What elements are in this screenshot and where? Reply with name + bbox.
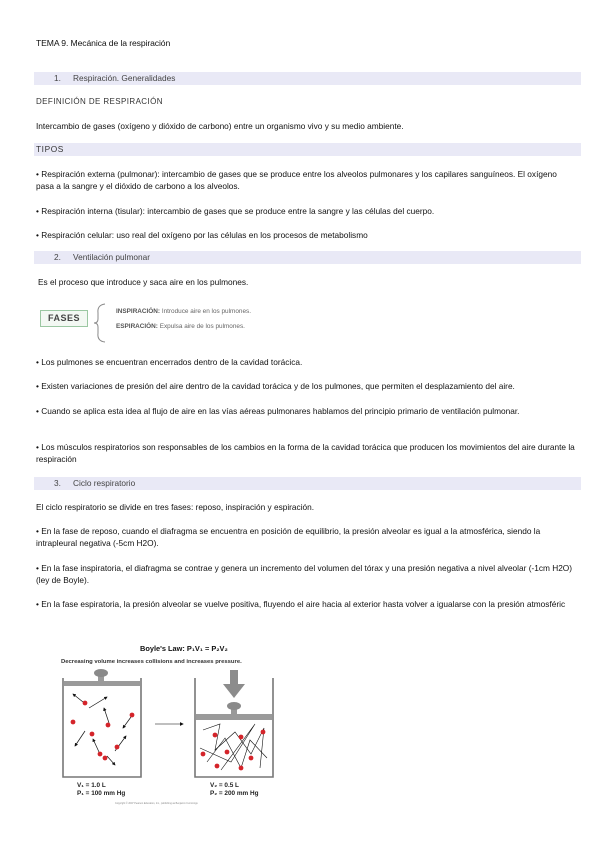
section-label: Respiración. Generalidades: [73, 73, 176, 83]
section-number: 1.: [54, 73, 61, 83]
tipo-interna: • Respiración interna (tisular): intercambio de gases que se produce entre la sangre y las células del cuerpo.: [36, 206, 435, 216]
tipos-band: [34, 143, 581, 156]
right-pressure: P₂ = 200 mm Hg: [210, 790, 259, 797]
ventilacion-bullet-2: • Existen variaciones de presión del aire dentro de la cavidad torácica y de los pulmones, que permiten el desplazamiento del aire.: [36, 381, 515, 391]
section-label: Ciclo respiratorio: [73, 478, 136, 488]
definicion-heading: DEFINICIÓN DE RESPIRACIÓN: [36, 97, 163, 106]
fases-inspiracion: [116, 308, 251, 315]
tipos-heading: TIPOS: [36, 144, 64, 154]
brace-icon: [92, 303, 108, 343]
ciclo-intro: El ciclo respiratorio se divide en tres fases: reposo, inspiración y espiración.: [36, 502, 315, 512]
ventilacion-bullet-3: • Cuando se aplica esta idea al flujo de aire en las vías aéreas pulmonares hablamos del principio primario de ventilación pulmonar.: [36, 406, 520, 416]
fases-box: FASES: [40, 310, 88, 327]
ventilacion-bullet-1: • Los pulmones se encuentran encerrados dentro de la cavidad torácica.: [36, 357, 303, 367]
tipo-celular: • Respiración celular: uso real del oxígeno por las células en los procesos de metabolismo: [36, 230, 368, 240]
inspiracion-label: INSPIRACIÓN:: [116, 308, 161, 315]
section-number: 2.: [54, 252, 61, 262]
left-cylinder: [63, 669, 141, 777]
particles-left: [71, 701, 135, 761]
right-volume: V₂ = 0.5 L: [210, 782, 239, 789]
section-number: 3.: [54, 478, 61, 488]
ciclo-bullet-3: • En la fase espiratoria, la presión alveolar se vuelve positiva, fluyendo el aire hacia al exterior hasta volver a igualarse con la presión atmosféric: [36, 599, 566, 609]
left-pressure: P₁ = 100 mm Hg: [77, 790, 126, 797]
page-title: TEMA 9. Mecánica de la respiración: [36, 38, 171, 48]
section-label: Ventilación pulmonar: [73, 252, 151, 262]
particles-right: [201, 730, 266, 771]
ciclo-bullet-1: • En la fase de reposo, cuando el diafragma se encuentra en posición de equilibrio, la presión alveolar es igual a la atmosférica, siendo la intrapleural negativa (-5cm H2O).: [36, 526, 541, 548]
espiracion-text: Expulsa aire de los pulmones.: [159, 323, 245, 330]
section-band-1: [34, 72, 581, 85]
inspiracion-text: Introduce aire en los pulmones.: [161, 308, 251, 315]
tipo-externa: • Respiración externa (pulmonar): intercambio de gases que se produce entre los alveolos pulmonares y los capilares sanguíneos. El oxígeno pasa a la sangre y el dióxido de carbono a los alveolos.: [36, 169, 557, 191]
boyles-law-figure: [55, 640, 295, 808]
fases-espiracion: [116, 323, 245, 330]
definicion-text: Intercambio de gases (oxígeno y dióxido de carbono) entre un organismo vivo y su medio ambiente.: [36, 121, 404, 131]
figure-subtitle: Decreasing volume increases collisions and increases pressure.: [61, 659, 242, 665]
ventilacion-bullet-4: • Los músculos respiratorios son responsables de los cambios en la forma de la cavidad torácica que producen los movimientos del aire durante la respiración: [36, 442, 575, 464]
right-cylinder: [195, 670, 273, 777]
ciclo-bullet-2: • En la fase inspiratoria, el diafragma se contrae y genera un incremento del volumen del tórax y una presión negativa a nivel alveolar (-1cm H2O)(ley de Boyle).: [36, 563, 573, 585]
left-volume: V₁ = 1.0 L: [77, 782, 106, 789]
espiracion-label: ESPIRACIÓN:: [116, 323, 158, 330]
figure-title: Boyle's Law: P₁V₁ = P₂V₂: [140, 644, 228, 653]
figure-copyright: Copyright © 2007 Pearson Education, Inc., publishing as Benjamin Cummings: [115, 802, 198, 805]
ventilacion-intro: Es el proceso que introduce y saca aire en los pulmones.: [38, 277, 249, 287]
section-band-3: [34, 477, 581, 490]
section-band-2: [34, 251, 581, 264]
